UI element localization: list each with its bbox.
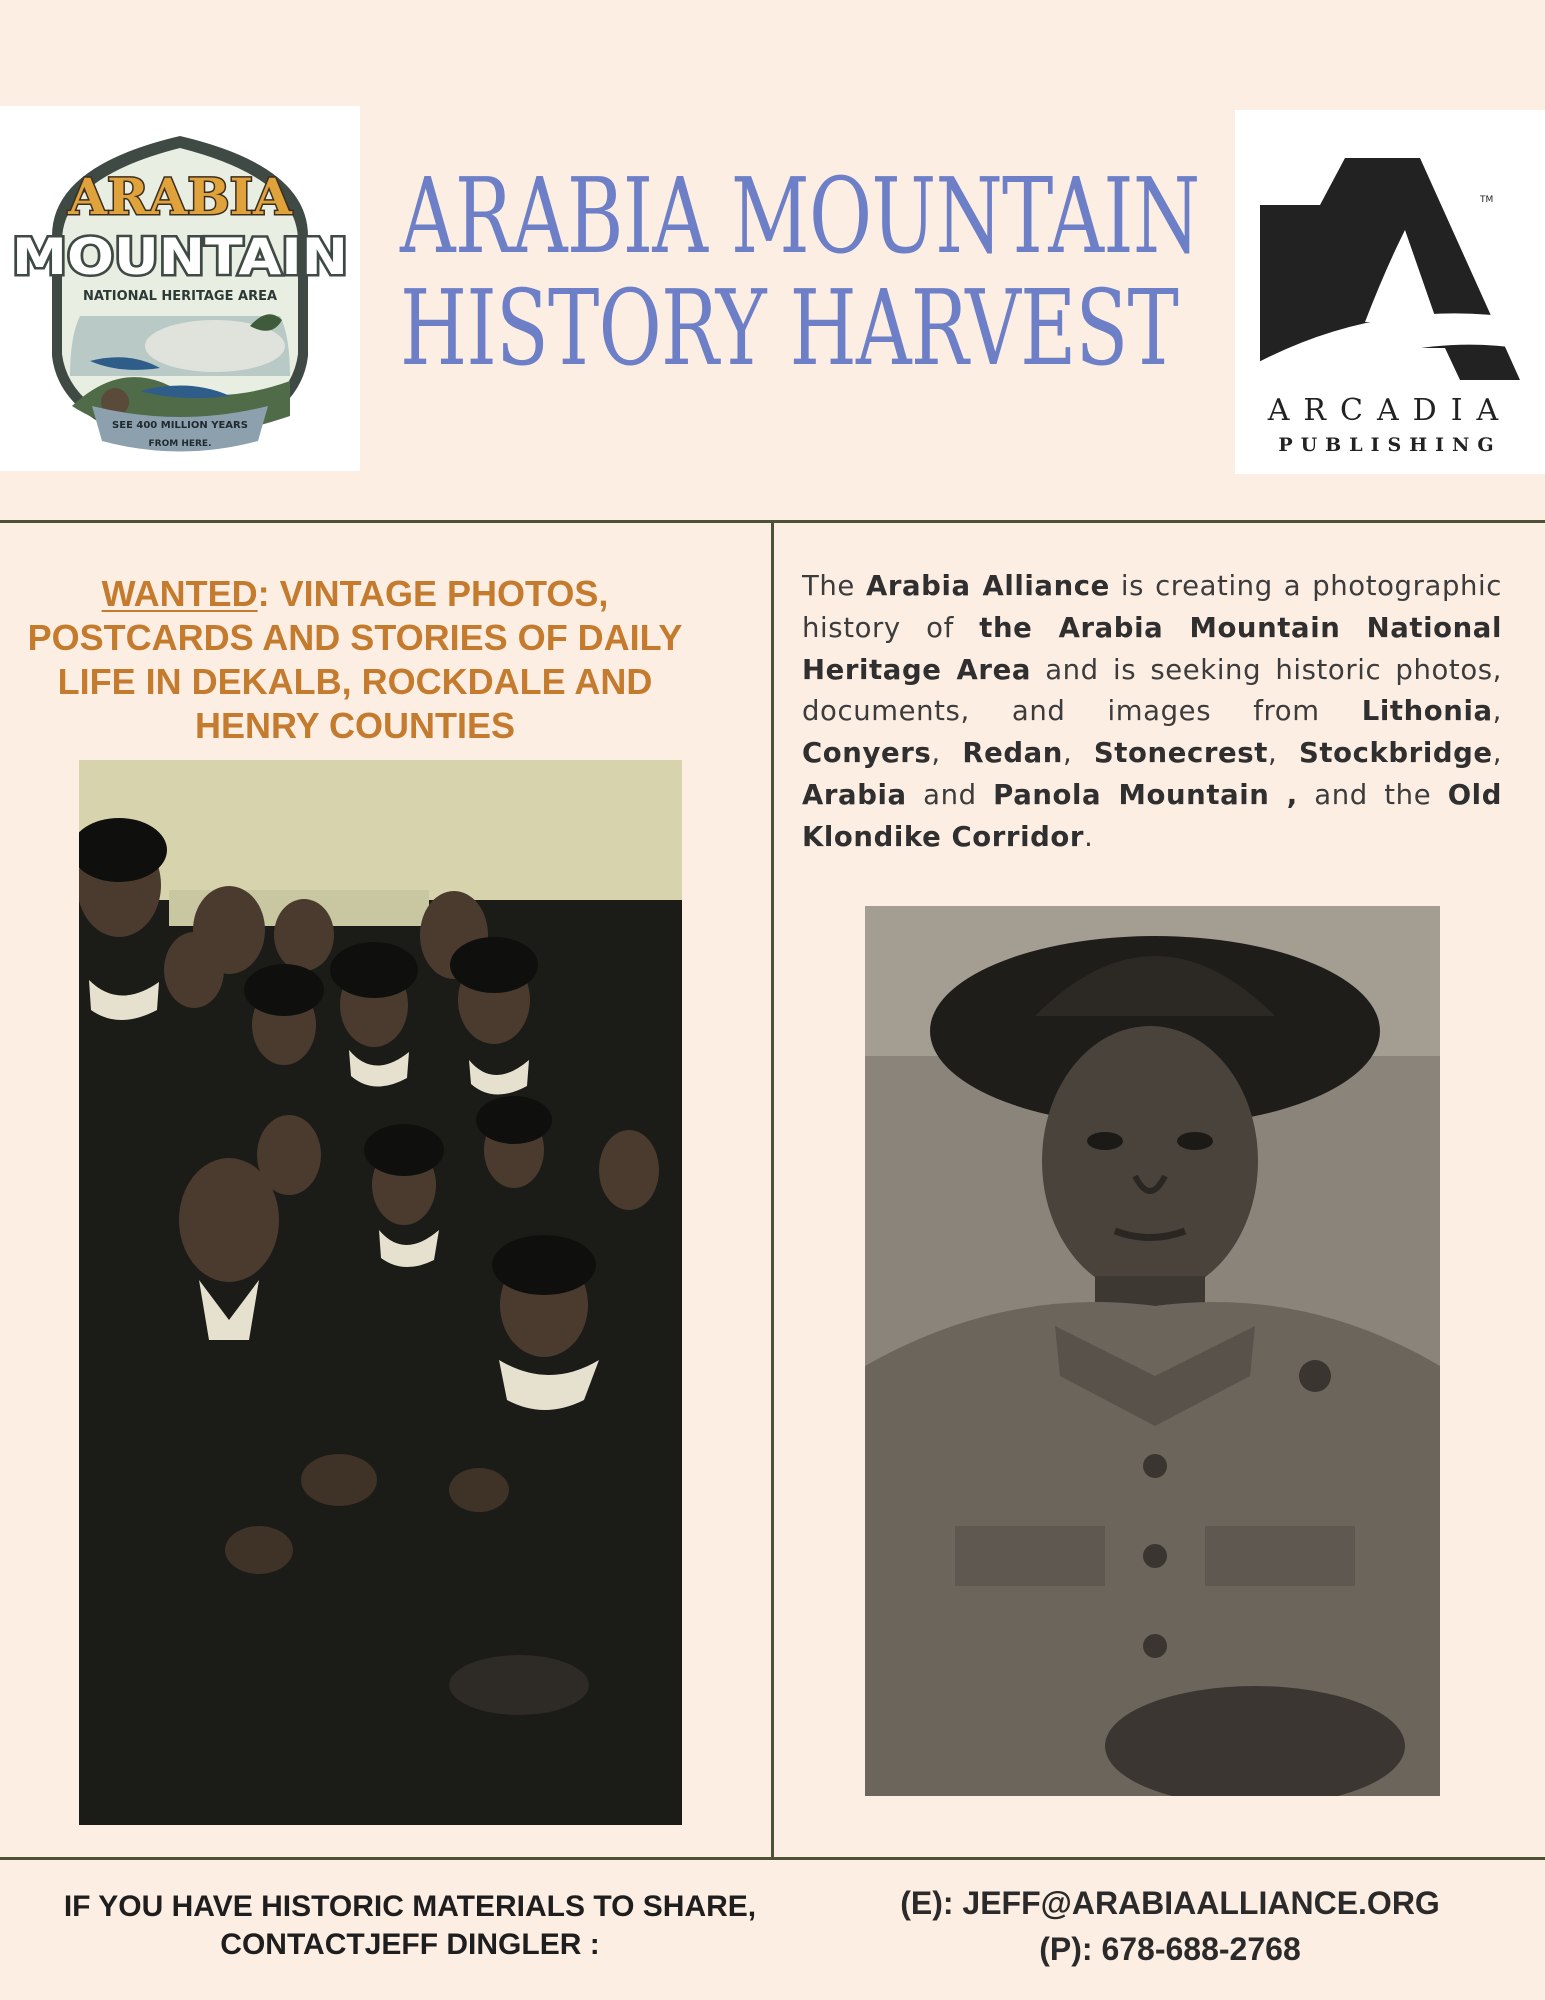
title-line-2: HISTORY HARVEST — [400, 267, 1179, 389]
logo-banner-line1: SEE 400 MILLION YEARS — [112, 420, 248, 431]
column-divider — [771, 522, 774, 1858]
highlighted-term: Arabia — [802, 778, 907, 811]
highlighted-term: the Arabia Mountain National Heritage Area — [802, 611, 1502, 686]
arabia-mountain-logo — [0, 106, 360, 471]
logo-banner-line2: FROM HERE. — [148, 439, 212, 449]
cta-line-2: CONTACTJEFF DINGLER : — [220, 1928, 600, 1961]
intro-paragraph — [802, 566, 1502, 859]
paragraph-text: , — [1062, 737, 1094, 770]
paragraph-text: , — [1492, 695, 1502, 728]
title-line-1: ARABIA MOUNTAIN — [400, 155, 1200, 277]
contact-details — [820, 1880, 1520, 1972]
bottom-divider — [0, 1857, 1545, 1860]
wanted-label: WANTED — [101, 573, 258, 614]
paragraph-text: , — [1268, 737, 1299, 770]
paragraph-text: , — [931, 737, 963, 770]
highlighted-term: Stonecrest — [1093, 737, 1269, 770]
arcadia-publishing-logo — [1235, 110, 1545, 474]
page-title — [400, 155, 1200, 389]
paragraph-text: The — [802, 570, 866, 602]
wanted-text: : VINTAGE PHOTOS, POSTCARDS AND STORIES OF DAILY LIFE IN DEKALB, ROCKDALE AND HENRY COUNTIES — [27, 573, 683, 746]
paragraph-text: and the — [1297, 778, 1448, 811]
logo-word-publishing: PUBLISHING — [1278, 434, 1502, 456]
highlighted-term: Arabia Alliance — [865, 570, 1110, 602]
highlighted-term: Redan — [962, 737, 1063, 770]
paragraph-text: and — [906, 778, 994, 811]
logo-word-mountain: MOUNTAIN — [12, 228, 348, 286]
vintage-group-photo — [79, 760, 682, 1825]
paragraph-text: and is seeking historic photos, documents, and images from — [802, 653, 1503, 728]
wanted-heading — [20, 572, 690, 748]
logo-word-arcadia: ARCADIA — [1267, 393, 1513, 428]
group-photo-illustration — [79, 760, 682, 1825]
arabia-mountain-badge-icon — [0, 106, 360, 471]
highlighted-term: Stockbridge — [1298, 737, 1493, 770]
arcadia-a-mark-icon — [1235, 110, 1545, 474]
highlighted-term: Panola Mountain , — [993, 778, 1298, 811]
contact-call-to-action — [20, 1888, 800, 1964]
cta-line-1: IF YOU HAVE HISTORIC MATERIALS TO SHARE, — [63, 1890, 757, 1923]
paragraph-text: is creating a photographic history of — [802, 570, 1502, 644]
highlighted-term: Conyers — [802, 737, 932, 770]
soldier-photo-illustration — [865, 906, 1440, 1796]
logo-word-arabia: ARABIA — [68, 167, 292, 226]
highlighted-term: Lithonia — [1361, 695, 1493, 728]
highlighted-term: Old Klondike Corridor — [802, 778, 1502, 853]
trademark-symbol: TM — [1480, 195, 1494, 205]
contact-phone[interactable]: (P): 678-688-2768 — [1039, 1931, 1301, 1967]
contact-email[interactable]: (E): JEFF@ARABIAALLIANCE.ORG — [900, 1885, 1440, 1921]
paragraph-text: , — [1492, 737, 1503, 770]
logo-subtitle: NATIONAL HERITAGE AREA — [82, 289, 278, 304]
vintage-soldier-photo — [865, 906, 1440, 1796]
paragraph-text: . — [1084, 820, 1094, 853]
